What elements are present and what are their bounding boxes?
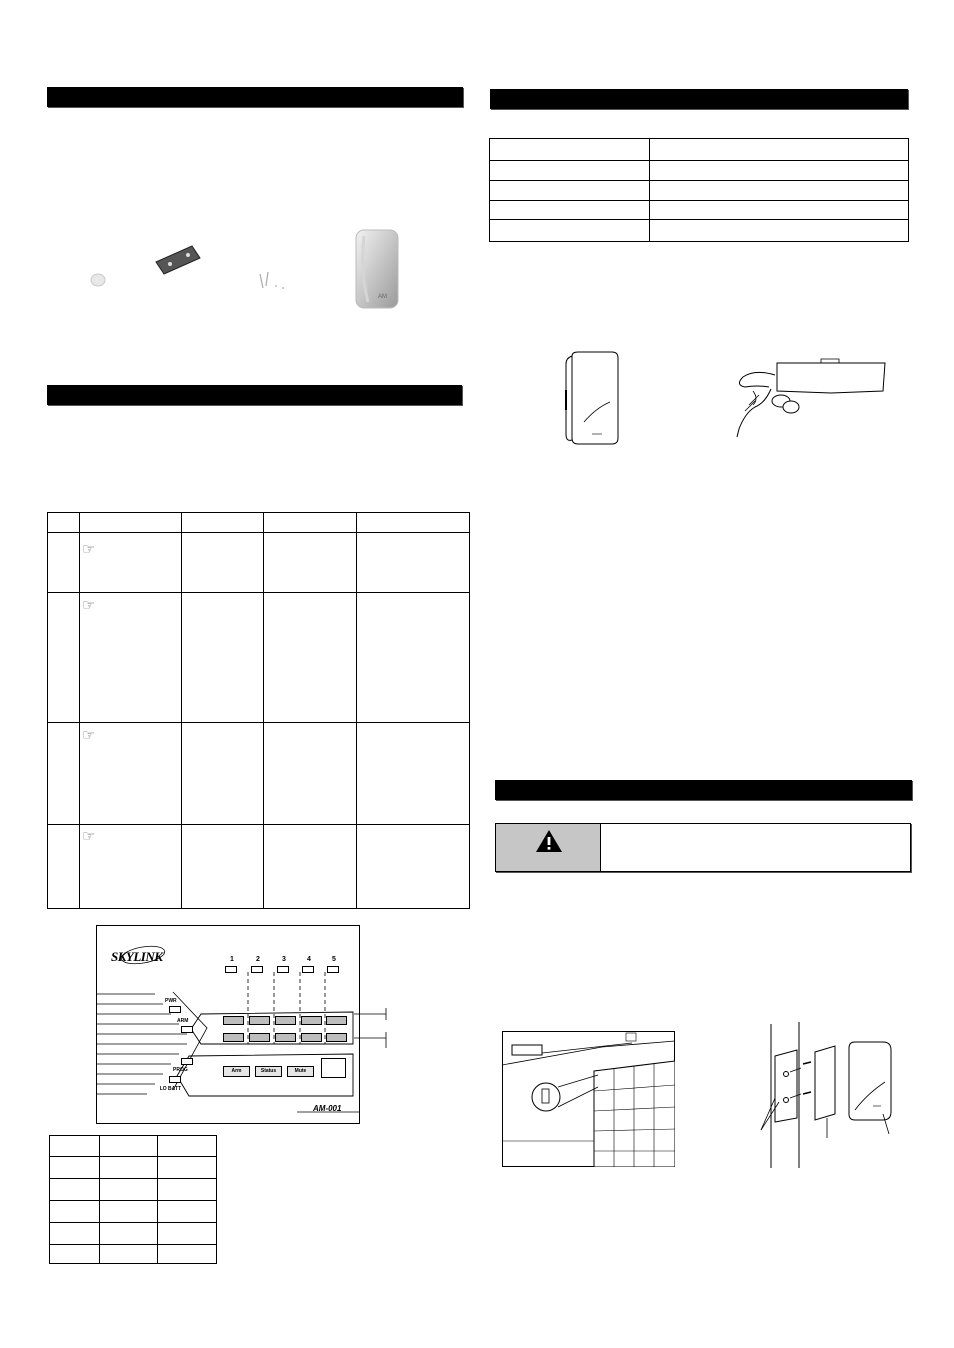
table-row [48, 533, 470, 593]
zone-key[interactable] [326, 1033, 347, 1042]
table-row [490, 220, 909, 242]
zone-number: 3 [282, 956, 286, 963]
screws-icon [260, 272, 284, 289]
indicator-label: LO BATT [159, 1086, 181, 1092]
table-row [490, 161, 909, 181]
battery-cover-illustration [735, 355, 890, 439]
zone-key[interactable] [275, 1033, 296, 1042]
zone-key[interactable] [275, 1016, 296, 1025]
pointing-hand-icon: ☞ [82, 828, 96, 845]
table-row [50, 1201, 217, 1223]
table-row [50, 1157, 217, 1179]
table-row [490, 139, 909, 161]
control-panel-diagram [96, 925, 360, 1124]
sensor-mounting-illustration [755, 1022, 895, 1170]
table-row [48, 825, 470, 909]
table-row [50, 1136, 217, 1157]
mute-key[interactable]: Mute [287, 1066, 314, 1077]
indicator-table [47, 512, 470, 909]
table-row [50, 1223, 217, 1245]
section-header-panel-indicators [47, 385, 462, 405]
zone-number: 5 [332, 956, 336, 963]
zone-key[interactable] [301, 1033, 322, 1042]
zone-key[interactable] [301, 1016, 322, 1025]
zone-key[interactable] [249, 1016, 270, 1025]
table-row [490, 201, 909, 220]
indicator-label: PWR [165, 998, 177, 1004]
section-header-package-contents [47, 87, 463, 107]
indicator-label: PROG [173, 1067, 188, 1073]
pointing-hand-icon: ☞ [82, 597, 96, 614]
zone-number: 4 [307, 956, 311, 963]
indicator-led [181, 1058, 193, 1065]
zone-key[interactable] [326, 1016, 347, 1025]
model-label: AM-001 [313, 1104, 342, 1113]
skylink-logo: SKYLINK [111, 949, 163, 964]
zone-key[interactable] [249, 1033, 270, 1042]
section-header-installation [495, 780, 912, 800]
warning-icon-cell [496, 824, 601, 871]
display-window [321, 1058, 346, 1078]
door-sensor-icon [356, 230, 398, 308]
specifications-table [489, 138, 909, 242]
sensor-front-illustration [562, 350, 622, 446]
indicator-led [181, 1026, 193, 1033]
magnet-icon [91, 274, 105, 286]
table-row [48, 723, 470, 825]
indicator-led [169, 1076, 181, 1083]
table-row [48, 513, 470, 533]
zone-key[interactable] [223, 1033, 244, 1042]
mounting-bracket-icon [156, 246, 200, 274]
indicator-label: ARM [177, 1018, 189, 1024]
pointing-hand-icon: ☞ [82, 727, 96, 744]
section-header-specifications [490, 89, 908, 109]
package-contents-illustration [80, 222, 420, 314]
table-row [50, 1245, 217, 1264]
small-table [49, 1135, 217, 1264]
indicator-led [169, 1006, 181, 1013]
status-key[interactable]: Status [255, 1066, 282, 1077]
zone-number: 2 [256, 956, 260, 963]
zone-key[interactable] [223, 1016, 244, 1025]
table-row [50, 1179, 217, 1201]
zone-number: 1 [230, 956, 234, 963]
callout-lines [354, 1008, 390, 1052]
warning-box [495, 823, 911, 872]
table-row [48, 593, 470, 723]
table-row [490, 181, 909, 201]
garage-door-illustration [502, 1031, 675, 1167]
pointing-hand-icon: ☞ [82, 541, 96, 558]
warning-icon [535, 829, 563, 853]
svg-text:AM: AM [378, 294, 387, 300]
arm-key[interactable]: Arm [223, 1066, 250, 1077]
